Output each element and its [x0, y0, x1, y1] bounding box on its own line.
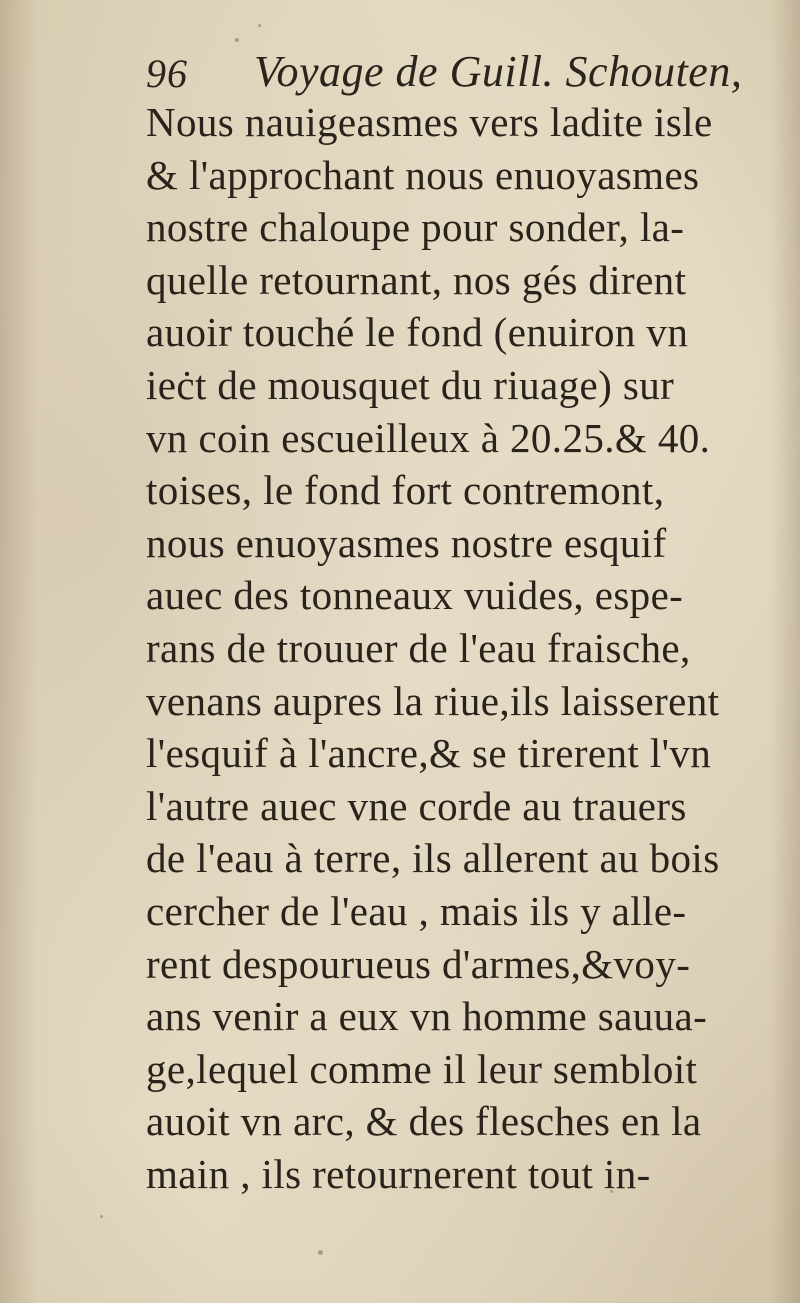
text-line: venans aupres la riue,ils laisserent: [146, 677, 720, 724]
text-line: & l'approchant nous enuoyasmes: [146, 151, 700, 198]
text-line: toises, le fond fort contremont,: [146, 467, 665, 514]
page-gutter-shadow: [0, 0, 38, 1303]
text-line: rans de trouuer de l'eau fraische,: [146, 624, 691, 671]
paper-speck: [100, 1215, 103, 1218]
text-line: nostre chaloupe pour sonder, la-: [146, 204, 685, 251]
text-line: l'esquif à l'ancre,& se tirerent l'vn: [146, 730, 712, 777]
page-header: [146, 40, 743, 96]
body-text: [146, 96, 746, 1200]
paper-speck: [258, 24, 261, 27]
page-number: 96: [146, 51, 188, 96]
text-line: cercher de l'eau , mais ils y alle-: [146, 887, 687, 934]
paper-speck: [235, 38, 239, 42]
text-line: Nous nauigeasmes vers ladite isle: [146, 99, 713, 145]
text-line: de l'eau à terre, ils allerent au bois: [146, 835, 720, 882]
text-line: main , ils retournerent tout in-: [146, 1150, 651, 1197]
text-line: ieċt de mousquet du riuage) sur: [146, 361, 675, 408]
text-line: ge,lequel comme il leur sembloit: [146, 1045, 698, 1092]
text-line: quelle retournant, nos gés dirent: [146, 256, 687, 303]
paper-speck: [610, 1190, 613, 1193]
text-line: auoir touché le fond (enuiron vn: [146, 309, 689, 356]
paper-speck: [318, 1250, 323, 1255]
text-line: ans venir a eux vn homme sauua-: [146, 993, 708, 1040]
text-line: vn coin escueilleux à 20.25.& 40.: [146, 414, 711, 461]
text-line: rent despourueus d'armes,&voy-: [146, 940, 691, 987]
running-title: Voyage de Guill. Schouten,: [254, 47, 743, 96]
text-line: nous enuoyasmes nostre esquif: [146, 519, 667, 566]
page-edge-shadow: [770, 0, 800, 1303]
text-line: l'autre auec vne corde au trauers: [146, 782, 687, 829]
text-line: auoit vn arc, & des flesches en la: [146, 1098, 702, 1145]
text-line: auec des tonneaux vuides, espe-: [146, 572, 684, 619]
